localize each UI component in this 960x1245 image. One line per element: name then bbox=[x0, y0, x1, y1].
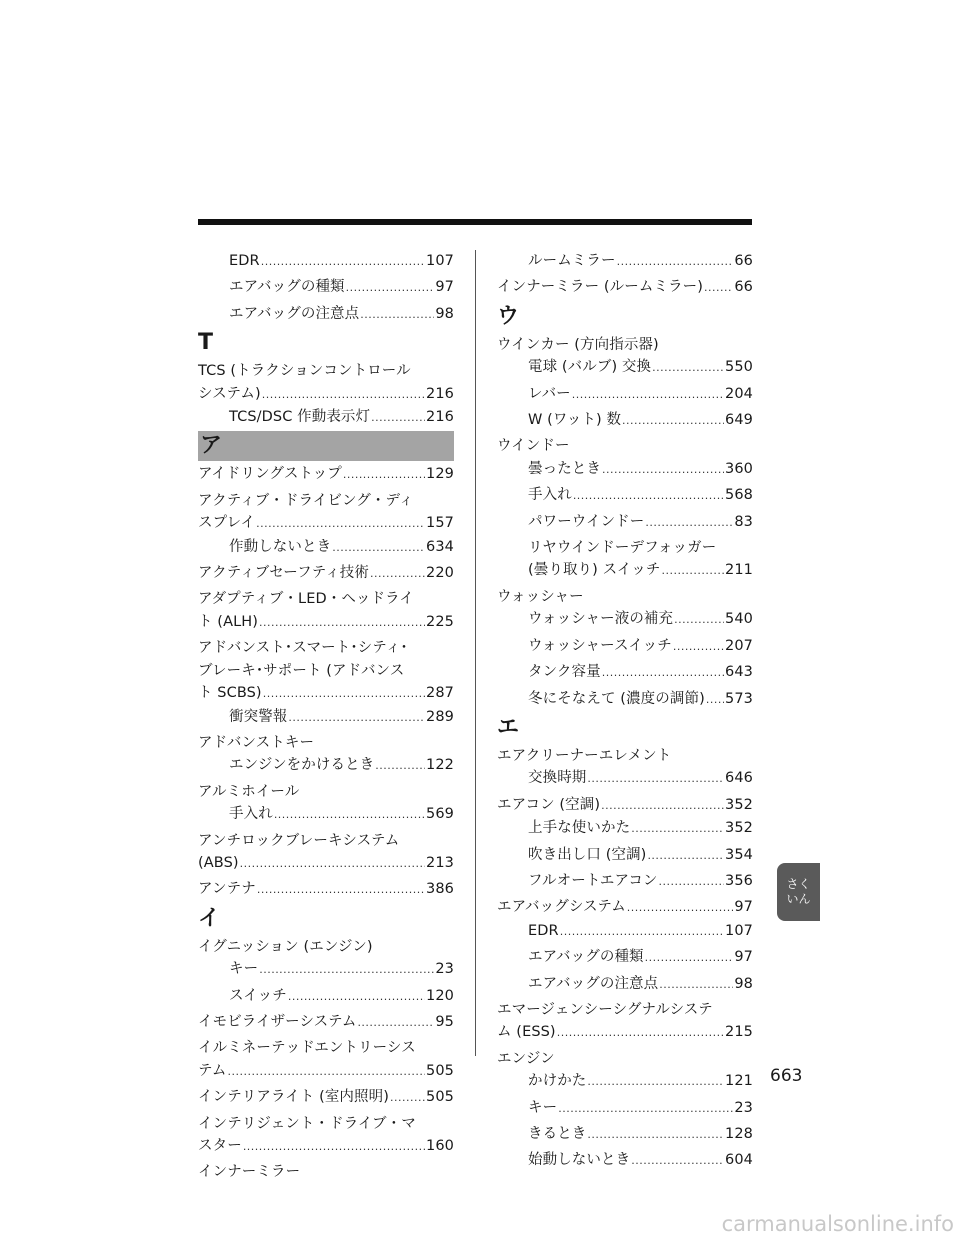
index-entry-label: 始動しないとき bbox=[528, 1152, 631, 1169]
index-entry-label: フルオートエアコン bbox=[528, 872, 658, 889]
dot-leader bbox=[617, 250, 734, 273]
index-entry-label: エアバッグの種類 bbox=[528, 949, 644, 966]
index-entry bbox=[497, 896, 753, 919]
index-entry-heading: イグニッション (エンジン) bbox=[198, 938, 373, 955]
index-entry-page: 97 bbox=[734, 949, 753, 966]
index-entry-page: 573 bbox=[725, 690, 753, 707]
index-entry-label: エンジンをかけるとき bbox=[229, 757, 375, 774]
index-entry-page: 354 bbox=[725, 846, 753, 863]
dot-leader bbox=[659, 973, 733, 996]
index-entry-label: EDR bbox=[528, 922, 559, 939]
dot-leader bbox=[673, 635, 724, 658]
index-entry-label: 衝突警報 bbox=[229, 708, 288, 725]
index-entry bbox=[497, 767, 753, 790]
index-entry-page: 289 bbox=[426, 708, 454, 725]
index-entry bbox=[497, 1149, 753, 1172]
index-entry-label: レバー bbox=[528, 385, 571, 402]
index-entry-page: 107 bbox=[725, 922, 753, 939]
index-entry-page: 23 bbox=[734, 1099, 753, 1116]
dot-leader bbox=[390, 1086, 425, 1109]
section-letter-heading: イ bbox=[198, 905, 221, 931]
index-entry bbox=[198, 754, 454, 777]
index-entry-page: 204 bbox=[725, 385, 753, 402]
index-entry-heading: ウインカー (方向指示器) bbox=[497, 336, 659, 353]
watermark: carmanualsonline.info bbox=[721, 1212, 954, 1236]
section-letter-heading: ア bbox=[198, 431, 454, 461]
dot-leader bbox=[332, 536, 425, 559]
index-entry bbox=[497, 946, 753, 969]
index-entry bbox=[198, 562, 454, 585]
dot-leader bbox=[601, 794, 724, 817]
index-entry bbox=[198, 406, 454, 429]
index-entry bbox=[198, 303, 454, 326]
index-entry-label: アンテナ bbox=[198, 881, 256, 898]
index-entry-page: 225 bbox=[426, 613, 454, 630]
index-entry-label: 手入れ bbox=[229, 806, 273, 823]
dot-leader bbox=[645, 511, 733, 534]
page-number: 663 bbox=[770, 1066, 803, 1086]
dot-leader bbox=[704, 276, 733, 299]
index-entry-label: きるとき bbox=[528, 1126, 587, 1142]
index-entry-label: (曇り取り) スイッチ bbox=[528, 562, 661, 579]
index-entry bbox=[497, 844, 753, 867]
index-entry bbox=[497, 661, 753, 684]
index-entry-page: 568 bbox=[725, 487, 753, 504]
index-entry bbox=[497, 250, 753, 273]
index-entry-heading: ウォッシャー bbox=[497, 588, 584, 605]
index-entry-heading: アドバンストキー bbox=[198, 734, 315, 751]
index-entry bbox=[497, 458, 753, 481]
index-entry-label: 電球 (バルブ) 交換 bbox=[528, 359, 652, 376]
index-entry-label: EDR bbox=[229, 253, 260, 269]
dot-leader bbox=[560, 920, 724, 943]
section-letter-heading: T bbox=[198, 330, 214, 356]
index-entry-page: 66 bbox=[734, 253, 753, 269]
index-entry-label: パワーウインドー bbox=[528, 513, 645, 530]
index-entry-page: 505 bbox=[426, 1089, 454, 1106]
index-entry-label: インナーミラー (ルームミラー) bbox=[497, 279, 704, 296]
index-side-tab[interactable] bbox=[777, 863, 820, 921]
index-entry-heading: アドバンスト･スマート･シティ･ bbox=[198, 640, 408, 657]
index-entry-page: 646 bbox=[725, 770, 753, 787]
index-entry-label: ム (ESS) bbox=[497, 1024, 556, 1041]
dot-leader bbox=[243, 1135, 425, 1158]
index-entry-page: 216 bbox=[426, 385, 454, 402]
index-entry-heading: インテリジェント・ドライブ・マ bbox=[198, 1115, 416, 1132]
index-entry bbox=[198, 985, 454, 1008]
index-entry bbox=[198, 958, 454, 981]
index-entry-label: キー bbox=[229, 961, 259, 978]
index-entry-label: かけかた bbox=[528, 1073, 587, 1090]
index-entry-page: 107 bbox=[426, 253, 454, 269]
dot-leader bbox=[263, 682, 425, 705]
index-entry-label: スター bbox=[198, 1138, 242, 1154]
index-entry bbox=[497, 688, 753, 711]
index-entry-heading: アルミホイール bbox=[198, 783, 300, 800]
index-entry-label: エアバッグの注意点 bbox=[229, 305, 360, 322]
dot-leader bbox=[674, 608, 724, 631]
side-tab-line-2: いん bbox=[786, 892, 811, 906]
index-entry-page: 352 bbox=[725, 796, 753, 813]
index-entry bbox=[497, 973, 753, 996]
index-entry-page: 287 bbox=[426, 685, 454, 702]
index-entry-heading: エンジン bbox=[497, 1050, 555, 1067]
index-entry bbox=[497, 817, 753, 840]
index-entry-page: 98 bbox=[435, 305, 454, 322]
dot-leader bbox=[262, 383, 425, 406]
index-entry bbox=[198, 1086, 454, 1109]
index-entry-page: 120 bbox=[426, 987, 454, 1004]
index-entry bbox=[497, 511, 753, 534]
index-entry-page: 649 bbox=[725, 412, 753, 429]
index-entry bbox=[497, 608, 753, 631]
index-entry-heading: イルミネーテッドエントリーシス bbox=[198, 1040, 416, 1057]
index-entry-heading: ブレーキ･サポート (アドバンス bbox=[198, 662, 405, 679]
column-divider bbox=[475, 250, 476, 1056]
dot-leader bbox=[587, 767, 724, 790]
dot-leader bbox=[661, 559, 724, 582]
dot-leader bbox=[558, 1097, 733, 1120]
index-column-right bbox=[497, 250, 753, 1173]
index-entry bbox=[497, 409, 753, 432]
index-entry-heading: エマージェンシーシグナルシステ bbox=[497, 1001, 713, 1018]
index-entry-label: エアバッグの種類 bbox=[229, 279, 345, 296]
index-entry bbox=[497, 276, 753, 299]
dot-leader bbox=[288, 985, 425, 1008]
dot-leader bbox=[288, 706, 425, 729]
dot-leader bbox=[375, 754, 425, 777]
index-column-left bbox=[198, 250, 454, 1184]
index-entry-page: 211 bbox=[725, 562, 753, 579]
index-entry-heading: TCS (トラクションコントロール bbox=[198, 363, 411, 380]
dot-leader bbox=[371, 406, 425, 429]
index-entry bbox=[198, 852, 454, 875]
side-tab-line-1: さく bbox=[786, 877, 811, 891]
index-entry-page: 122 bbox=[426, 757, 454, 774]
index-entry bbox=[198, 682, 454, 705]
dot-leader bbox=[360, 303, 434, 326]
index-entry bbox=[198, 1060, 454, 1083]
dot-leader bbox=[343, 463, 425, 486]
index-entry bbox=[198, 706, 454, 729]
dot-leader bbox=[706, 688, 724, 711]
index-entry-heading: アクティブ・ドライビング・ディ bbox=[198, 492, 414, 509]
index-entry-label: 曇ったとき bbox=[528, 460, 601, 477]
section-letter-heading: ウ bbox=[497, 303, 520, 329]
index-entry-label: W (ワット) 数 bbox=[528, 412, 622, 429]
index-entry bbox=[497, 484, 753, 507]
index-entry bbox=[497, 1123, 753, 1146]
index-entry bbox=[497, 1070, 753, 1093]
index-entry-page: 207 bbox=[725, 637, 753, 654]
index-entry bbox=[497, 1021, 753, 1044]
index-entry bbox=[497, 1097, 753, 1120]
dot-leader bbox=[587, 1123, 724, 1146]
index-entry bbox=[198, 878, 454, 901]
dot-leader bbox=[240, 852, 425, 875]
index-entry-page: 505 bbox=[426, 1062, 454, 1079]
index-entry bbox=[198, 276, 454, 299]
dot-leader bbox=[261, 250, 425, 273]
index-entry-page: 634 bbox=[426, 538, 454, 555]
index-entry-label: TCS/DSC 作動表示灯 bbox=[229, 409, 371, 426]
index-entry-page: 386 bbox=[426, 881, 454, 898]
index-entry-label: 冬にそなえて (濃度の調節) bbox=[528, 690, 705, 707]
index-entry-page: 121 bbox=[725, 1073, 753, 1090]
index-entry bbox=[198, 250, 454, 273]
dot-leader bbox=[652, 356, 724, 379]
dot-leader bbox=[573, 484, 724, 507]
index-entry-page: 97 bbox=[435, 279, 454, 296]
dot-leader bbox=[256, 512, 425, 535]
index-entry-label: 作動しないとき bbox=[229, 538, 332, 555]
index-entry-heading: アダプティブ・LED・ヘッドライ bbox=[198, 591, 414, 608]
index-entry-label: ルームミラー bbox=[528, 253, 616, 269]
index-entry-page: 128 bbox=[725, 1126, 753, 1142]
dot-leader bbox=[370, 562, 425, 585]
index-entry-page: 97 bbox=[734, 899, 753, 916]
index-entry bbox=[198, 803, 454, 826]
index-entry-heading: アンチロックブレーキシステム bbox=[198, 832, 400, 849]
index-entry bbox=[497, 559, 753, 582]
index-entry-page: 83 bbox=[734, 513, 753, 530]
index-entry-page: 23 bbox=[435, 961, 454, 978]
dot-leader bbox=[587, 1070, 724, 1093]
index-entry-label: インテリアライト (室内照明) bbox=[198, 1089, 389, 1106]
dot-leader bbox=[631, 1149, 724, 1172]
index-entry-page: 98 bbox=[734, 975, 753, 992]
index-entry-label: スプレイ bbox=[198, 515, 256, 532]
index-entry bbox=[198, 463, 454, 486]
index-entry bbox=[198, 1011, 454, 1034]
index-entry-page: 220 bbox=[426, 565, 454, 582]
dot-leader bbox=[357, 1011, 434, 1034]
index-entry-page: 129 bbox=[426, 466, 454, 483]
index-entry bbox=[497, 794, 753, 817]
index-entry-page: 360 bbox=[725, 460, 753, 477]
index-entry-label: 上手な使いかた bbox=[528, 820, 631, 837]
dot-leader bbox=[627, 896, 734, 919]
index-entry-label: ト SCBS) bbox=[198, 685, 262, 702]
index-entry-heading: エアクリーナーエレメント bbox=[497, 747, 672, 764]
index-entry-heading: インナーミラー bbox=[198, 1164, 301, 1181]
dot-leader bbox=[631, 817, 724, 840]
index-entry-heading: リヤウインドーデフォッガー bbox=[528, 540, 717, 557]
index-entry-label: 手入れ bbox=[528, 487, 572, 504]
dot-leader bbox=[274, 803, 425, 826]
header-rule bbox=[198, 219, 752, 225]
index-entry-label: エアバッグシステム bbox=[497, 899, 626, 916]
index-entry-page: 216 bbox=[426, 409, 454, 426]
index-entry bbox=[198, 611, 454, 634]
index-entry bbox=[497, 920, 753, 943]
index-entry-label: タンク容量 bbox=[528, 664, 601, 681]
index-entry-label: キー bbox=[528, 1099, 558, 1116]
dot-leader bbox=[602, 661, 724, 684]
index-entry bbox=[497, 383, 753, 406]
index-entry bbox=[198, 512, 454, 535]
index-entry-page: 643 bbox=[725, 664, 753, 681]
index-entry-label: システム) bbox=[198, 385, 261, 402]
index-entry-label: アクティブセーフティ技術 bbox=[198, 565, 369, 582]
index-entry-label: ウォッシャースイッチ bbox=[528, 637, 672, 654]
index-entry-page: 66 bbox=[734, 279, 753, 296]
dot-leader bbox=[647, 844, 724, 867]
index-entry-label: ト (ALH) bbox=[198, 613, 259, 630]
dot-leader bbox=[572, 383, 724, 406]
index-entry-label: イモビライザーシステム bbox=[198, 1013, 357, 1030]
dot-leader bbox=[557, 1021, 724, 1044]
index-entry-page: 215 bbox=[725, 1024, 753, 1041]
section-letter-heading: エ bbox=[497, 714, 520, 740]
index-entry-label: エアコン (空調) bbox=[497, 796, 601, 813]
index-entry-page: 160 bbox=[426, 1138, 454, 1154]
index-entry-page: 356 bbox=[725, 872, 753, 889]
index-entry-page: 95 bbox=[435, 1013, 454, 1030]
dot-leader bbox=[346, 276, 435, 299]
index-entry-label: ウォッシャー液の補充 bbox=[528, 611, 674, 628]
index-entry bbox=[497, 870, 753, 893]
index-entry-page: 604 bbox=[725, 1152, 753, 1169]
index-entry-page: 352 bbox=[725, 820, 753, 837]
index-entry-page: 540 bbox=[725, 611, 753, 628]
dot-leader bbox=[659, 870, 725, 893]
index-entry-label: アイドリングストップ bbox=[198, 466, 342, 483]
index-entry-label: テム bbox=[198, 1062, 227, 1079]
index-entry-heading: ウインドー bbox=[497, 438, 570, 455]
index-entry bbox=[497, 356, 753, 379]
dot-leader bbox=[259, 611, 425, 634]
index-entry bbox=[198, 536, 454, 559]
index-entry-label: 交換時期 bbox=[528, 770, 587, 787]
dot-leader bbox=[602, 458, 724, 481]
dot-leader bbox=[257, 878, 425, 901]
dot-leader bbox=[645, 946, 734, 969]
index-entry-label: スイッチ bbox=[229, 987, 287, 1004]
index-entry bbox=[198, 1135, 454, 1158]
index-entry-page: 569 bbox=[426, 806, 454, 823]
index-entry-label: 吹き出し口 (空調) bbox=[528, 846, 647, 863]
index-entry-page: 157 bbox=[426, 515, 454, 532]
index-entry bbox=[198, 383, 454, 406]
index-entry bbox=[497, 635, 753, 658]
dot-leader bbox=[622, 409, 724, 432]
index-entry-label: (ABS) bbox=[198, 854, 239, 871]
dot-leader bbox=[259, 958, 434, 981]
index-entry-page: 550 bbox=[725, 359, 753, 376]
dot-leader bbox=[227, 1060, 425, 1083]
index-entry-label: エアバッグの注意点 bbox=[528, 975, 659, 992]
index-entry-page: 213 bbox=[426, 854, 454, 871]
